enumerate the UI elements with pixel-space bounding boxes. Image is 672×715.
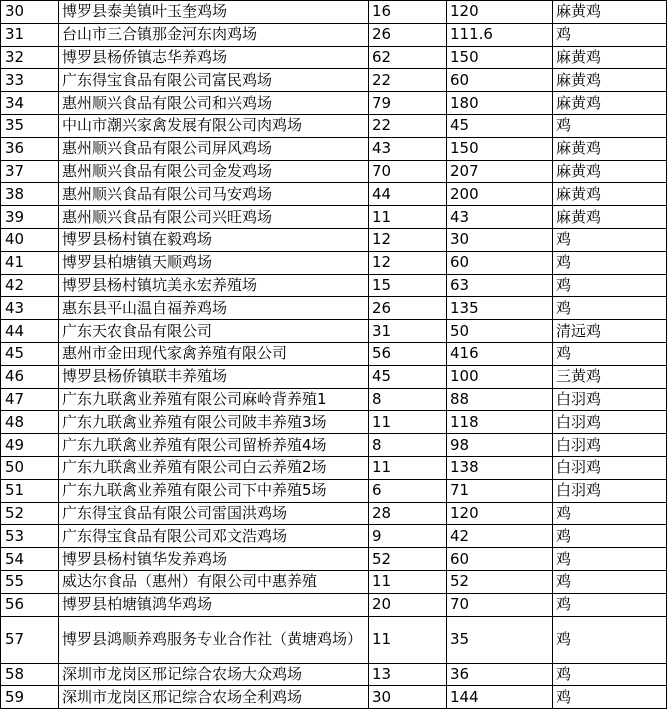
farm-name-cell: 博罗县泰美镇叶玉奎鸡场 [59, 1, 369, 24]
row-number-cell: 41 [1, 251, 59, 274]
table-row [1, 160, 667, 183]
column-4-cell: 36 [447, 663, 553, 686]
column-4-cell: 150 [447, 137, 553, 160]
breed-cell: 鸡 [553, 251, 667, 274]
row-number-cell: 47 [1, 388, 59, 411]
column-3-cell: 11 [369, 206, 447, 229]
column-4-cell: 60 [447, 69, 553, 92]
breed-cell: 白羽鸡 [553, 456, 667, 479]
column-4-cell: 207 [447, 160, 553, 183]
column-3-cell: 11 [369, 411, 447, 434]
column-3-cell: 11 [369, 570, 447, 593]
column-3-cell: 11 [369, 456, 447, 479]
column-3-cell: 44 [369, 183, 447, 206]
column-4-cell: 138 [447, 456, 553, 479]
farm-name-cell: 惠州市金田现代家禽养殖有限公司 [59, 342, 369, 365]
column-3-cell: 26 [369, 23, 447, 46]
column-3-cell: 62 [369, 46, 447, 69]
farm-name-cell: 惠州顺兴食品有限公司和兴鸡场 [59, 92, 369, 115]
row-number-cell: 36 [1, 137, 59, 160]
farm-name-cell: 威达尔食品（惠州）有限公司中惠养殖 [59, 570, 369, 593]
row-number-cell: 53 [1, 525, 59, 548]
breed-cell: 鸡 [553, 663, 667, 686]
row-number-cell: 49 [1, 434, 59, 457]
row-number-cell: 50 [1, 456, 59, 479]
table-row [1, 479, 667, 502]
farm-name-cell: 博罗县杨村镇在毅鸡场 [59, 228, 369, 251]
table-row [1, 663, 667, 686]
breed-cell: 麻黄鸡 [553, 137, 667, 160]
column-3-cell: 16 [369, 1, 447, 24]
column-4-cell: 150 [447, 46, 553, 69]
farm-name-cell: 广东得宝食品有限公司邓文浩鸡场 [59, 525, 369, 548]
column-4-cell: 71 [447, 479, 553, 502]
table-row [1, 23, 667, 46]
column-3-cell: 56 [369, 342, 447, 365]
column-4-cell: 144 [447, 686, 553, 709]
column-3-cell: 12 [369, 251, 447, 274]
table-row [1, 297, 667, 320]
breed-cell: 三黄鸡 [553, 365, 667, 388]
table-row [1, 570, 667, 593]
column-3-cell: 26 [369, 297, 447, 320]
column-3-cell: 79 [369, 92, 447, 115]
table-row [1, 456, 667, 479]
column-4-cell: 30 [447, 228, 553, 251]
breed-cell: 鸡 [553, 502, 667, 525]
farm-name-cell: 广东九联禽业养殖有限公司陂丰养殖3场 [59, 411, 369, 434]
table-row [1, 320, 667, 343]
column-3-cell: 6 [369, 479, 447, 502]
breed-cell: 麻黄鸡 [553, 92, 667, 115]
farm-name-cell: 博罗县杨侨镇联丰养殖场 [59, 365, 369, 388]
row-number-cell: 48 [1, 411, 59, 434]
table-row [1, 502, 667, 525]
breed-cell: 鸡 [553, 548, 667, 571]
row-number-cell: 33 [1, 69, 59, 92]
table-row [1, 92, 667, 115]
row-number-cell: 58 [1, 663, 59, 686]
table-row [1, 69, 667, 92]
column-4-cell: 135 [447, 297, 553, 320]
breed-cell: 鸡 [553, 23, 667, 46]
column-3-cell: 12 [369, 228, 447, 251]
breed-cell: 麻黄鸡 [553, 160, 667, 183]
breed-cell: 鸡 [553, 616, 667, 663]
column-4-cell: 45 [447, 114, 553, 137]
breed-cell: 鸡 [553, 570, 667, 593]
farm-name-cell: 广东得宝食品有限公司雷国洪鸡场 [59, 502, 369, 525]
breed-cell: 鸡 [553, 274, 667, 297]
column-4-cell: 60 [447, 548, 553, 571]
column-3-cell: 15 [369, 274, 447, 297]
breed-cell: 清远鸡 [553, 320, 667, 343]
column-3-cell: 22 [369, 114, 447, 137]
farm-name-cell: 惠州顺兴食品有限公司屏风鸡场 [59, 137, 369, 160]
column-4-cell: 43 [447, 206, 553, 229]
farm-name-cell: 广东天农食品有限公司 [59, 320, 369, 343]
farm-name-cell: 广东九联禽业养殖有限公司留桥养殖4场 [59, 434, 369, 457]
table-row [1, 1, 667, 24]
farm-name-cell: 深圳市龙岗区邢记综合农场大众鸡场 [59, 663, 369, 686]
table-row [1, 251, 667, 274]
row-number-cell: 34 [1, 92, 59, 115]
farm-name-cell: 广东九联禽业养殖有限公司麻岭背养殖1 [59, 388, 369, 411]
table-row [1, 137, 667, 160]
column-3-cell: 31 [369, 320, 447, 343]
row-number-cell: 37 [1, 160, 59, 183]
column-4-cell: 35 [447, 616, 553, 663]
table-row [1, 411, 667, 434]
farm-name-cell: 深圳市龙岗区邢记综合农场全利鸡场 [59, 686, 369, 709]
breed-cell: 麻黄鸡 [553, 183, 667, 206]
column-4-cell: 200 [447, 183, 553, 206]
table-row [1, 342, 667, 365]
row-number-cell: 54 [1, 548, 59, 571]
farm-name-cell: 惠州顺兴食品有限公司兴旺鸡场 [59, 206, 369, 229]
column-4-cell: 50 [447, 320, 553, 343]
row-number-cell: 59 [1, 686, 59, 709]
column-4-cell: 118 [447, 411, 553, 434]
table-row [1, 274, 667, 297]
table-row [1, 686, 667, 709]
column-3-cell: 8 [369, 388, 447, 411]
farm-name-cell: 惠州顺兴食品有限公司马安鸡场 [59, 183, 369, 206]
column-3-cell: 52 [369, 548, 447, 571]
farm-name-cell: 博罗县杨侨镇志华养鸡场 [59, 46, 369, 69]
breed-cell: 鸡 [553, 525, 667, 548]
column-3-cell: 22 [369, 69, 447, 92]
row-number-cell: 35 [1, 114, 59, 137]
column-4-cell: 98 [447, 434, 553, 457]
breed-cell: 白羽鸡 [553, 434, 667, 457]
row-number-cell: 31 [1, 23, 59, 46]
row-number-cell: 32 [1, 46, 59, 69]
table-row [1, 46, 667, 69]
row-number-cell: 51 [1, 479, 59, 502]
column-4-cell: 60 [447, 251, 553, 274]
table-row [1, 616, 667, 663]
row-number-cell: 40 [1, 228, 59, 251]
row-number-cell: 43 [1, 297, 59, 320]
table-row [1, 114, 667, 137]
row-number-cell: 39 [1, 206, 59, 229]
table-row [1, 228, 667, 251]
column-4-cell: 111.6 [447, 23, 553, 46]
breed-cell: 麻黄鸡 [553, 1, 667, 24]
column-3-cell: 20 [369, 593, 447, 616]
column-4-cell: 416 [447, 342, 553, 365]
table-row [1, 365, 667, 388]
breed-cell: 麻黄鸡 [553, 69, 667, 92]
breed-cell: 麻黄鸡 [553, 46, 667, 69]
farm-name-cell: 博罗县柏塘镇鸿华鸡场 [59, 593, 369, 616]
column-3-cell: 43 [369, 137, 447, 160]
column-4-cell: 88 [447, 388, 553, 411]
table-body [1, 1, 667, 709]
table-row [1, 206, 667, 229]
row-number-cell: 46 [1, 365, 59, 388]
column-4-cell: 180 [447, 92, 553, 115]
row-number-cell: 42 [1, 274, 59, 297]
farm-name-cell: 博罗县柏塘镇天顺鸡场 [59, 251, 369, 274]
breed-cell: 鸡 [553, 297, 667, 320]
farm-name-cell: 惠州顺兴食品有限公司金发鸡场 [59, 160, 369, 183]
column-3-cell: 70 [369, 160, 447, 183]
breed-cell: 鸡 [553, 342, 667, 365]
column-4-cell: 52 [447, 570, 553, 593]
table-row [1, 525, 667, 548]
row-number-cell: 57 [1, 616, 59, 663]
column-3-cell: 8 [369, 434, 447, 457]
table-row [1, 593, 667, 616]
table-row [1, 388, 667, 411]
row-number-cell: 38 [1, 183, 59, 206]
breed-cell: 白羽鸡 [553, 479, 667, 502]
farm-name-cell: 博罗县鸿顺养鸡服务专业合作社（黄塘鸡场） [59, 616, 369, 663]
row-number-cell: 55 [1, 570, 59, 593]
farm-name-cell: 惠东县平山温自福养鸡场 [59, 297, 369, 320]
breed-cell: 白羽鸡 [553, 411, 667, 434]
row-number-cell: 52 [1, 502, 59, 525]
table-row [1, 548, 667, 571]
row-number-cell: 56 [1, 593, 59, 616]
column-4-cell: 100 [447, 365, 553, 388]
breed-cell: 白羽鸡 [553, 388, 667, 411]
column-3-cell: 30 [369, 686, 447, 709]
table-row [1, 434, 667, 457]
breed-cell: 鸡 [553, 114, 667, 137]
column-3-cell: 11 [369, 616, 447, 663]
column-4-cell: 120 [447, 502, 553, 525]
table-row [1, 183, 667, 206]
breed-cell: 麻黄鸡 [553, 206, 667, 229]
farm-name-cell: 广东九联禽业养殖有限公司白云养殖2场 [59, 456, 369, 479]
farm-name-cell: 博罗县杨村镇华发养鸡场 [59, 548, 369, 571]
column-4-cell: 63 [447, 274, 553, 297]
farm-name-cell: 广东九联禽业养殖有限公司下中养殖5场 [59, 479, 369, 502]
farm-name-cell: 中山市潮兴家禽发展有限公司肉鸡场 [59, 114, 369, 137]
row-number-cell: 45 [1, 342, 59, 365]
row-number-cell: 44 [1, 320, 59, 343]
breed-cell: 鸡 [553, 228, 667, 251]
column-4-cell: 120 [447, 1, 553, 24]
row-number-cell: 30 [1, 1, 59, 24]
breed-cell: 鸡 [553, 593, 667, 616]
farm-name-cell: 广东得宝食品有限公司富民鸡场 [59, 69, 369, 92]
breed-cell: 鸡 [553, 686, 667, 709]
column-4-cell: 70 [447, 593, 553, 616]
column-4-cell: 42 [447, 525, 553, 548]
column-3-cell: 9 [369, 525, 447, 548]
column-3-cell: 28 [369, 502, 447, 525]
column-3-cell: 45 [369, 365, 447, 388]
farm-name-cell: 博罗县杨村镇坑美永宏养殖场 [59, 274, 369, 297]
farm-name-cell: 台山市三合镇那金河东肉鸡场 [59, 23, 369, 46]
column-3-cell: 13 [369, 663, 447, 686]
